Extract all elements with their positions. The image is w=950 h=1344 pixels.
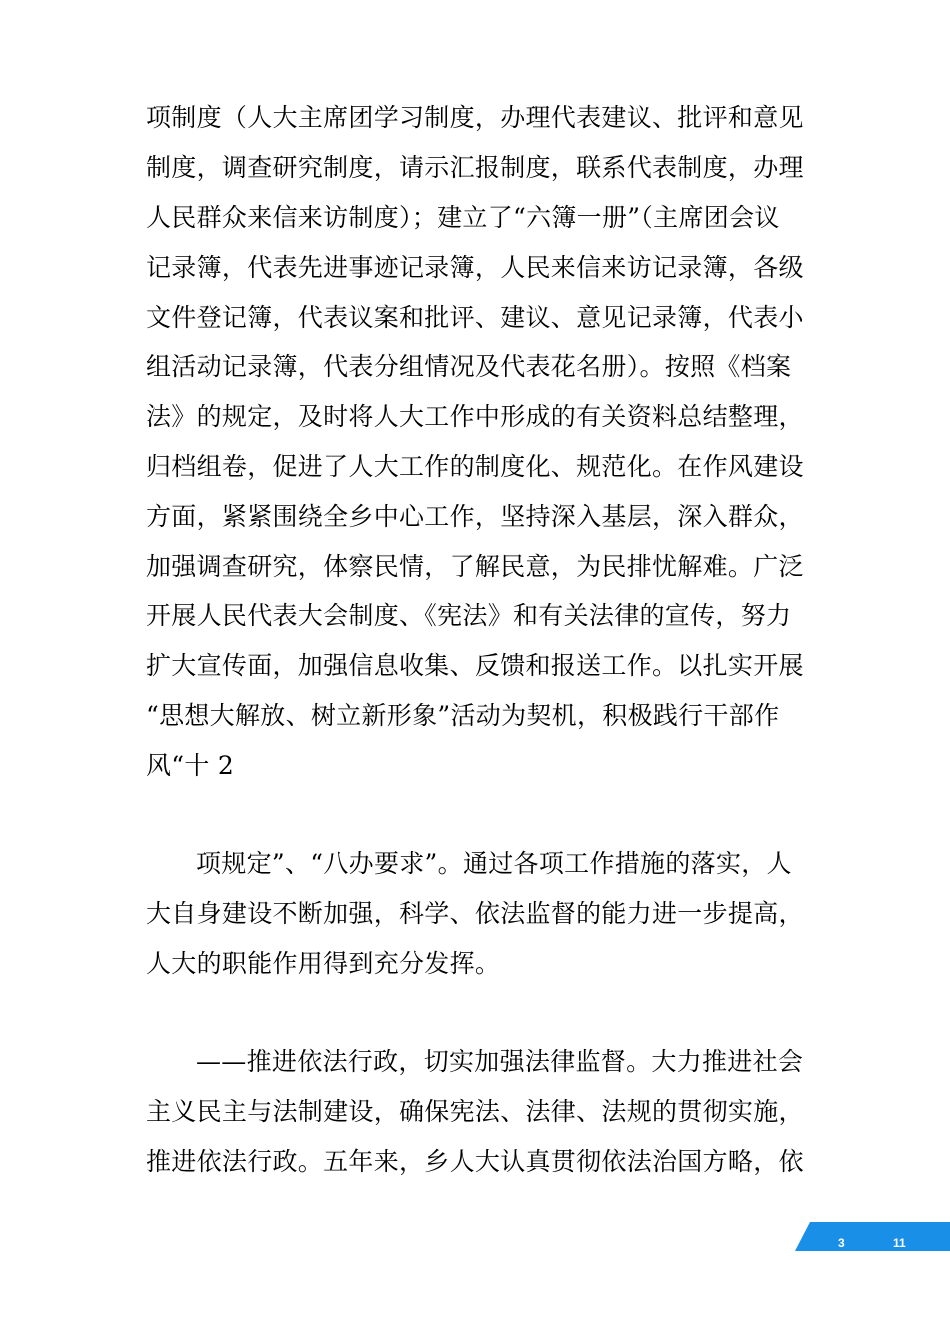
text-line: 归档组卷，促进了人大工作的制度化、规范化。在作风建设 [146,452,804,481]
text-line: “思想大解放、树立新形象”活动为契机，积极践行干部作 [146,701,780,730]
text-line: 扩大宣传面，加强信息收集、反馈和报送工作。以扎实开展 [146,651,804,680]
text-line: 记录簿，代表先进事迹记录簿，人民来信来访记录簿，各级 [146,253,804,282]
text-line: 方面，紧紧围绕全乡中心工作，坚持深入基层，深入群众， [146,502,804,531]
text-line: 文件登记簿，代表议案和批评、建议、意见记录簿，代表小 [146,303,804,332]
text-line: 制度，调查研究制度，请示汇报制度，联系代表制度，办理 [146,153,804,182]
text-line: 组活动记录簿，代表分组情况及代表花名册）。按照《档案 [146,352,792,381]
text-line: 人民群众来信来访制度）；建立了“六簿一册”（主席团会议 [146,203,780,232]
text-line: 开展人民代表大会制度、《宪法》和有关法律的宣传，努力 [146,601,792,630]
text-line: 项规定”、“八办要求”。通过各项工作措施的落实，人 [196,849,792,878]
text-line: 加强调查研究，体察民情，了解民意，为民排忧解难。广泛 [146,552,804,581]
text-line: 主义民主与法制建设，确保宪法、法律、法规的贯彻实施， [146,1097,804,1126]
text-line: ——推进依法行政，切实加强法律监督。大力推进社会 [196,1047,804,1076]
text-line: 推进依法行政。五年来，乡人大认真贯彻依法治国方略，依 [146,1147,804,1176]
text-line: 项制度（人大主席团学习制度，办理代表建议、批评和意见 [146,103,804,132]
text-line: 人大的职能作用得到充分发挥。 [146,949,501,978]
total-pages-number: 11 [893,1236,906,1250]
current-page-number: 3 [838,1236,845,1250]
text-line: 大自身建设不断加强，科学、依法监督的能力进一步提高， [146,899,804,928]
text-line: 风“十 2 [146,751,235,780]
text-line: 法》的规定，及时将人大工作中形成的有关资料总结整理， [146,402,804,431]
